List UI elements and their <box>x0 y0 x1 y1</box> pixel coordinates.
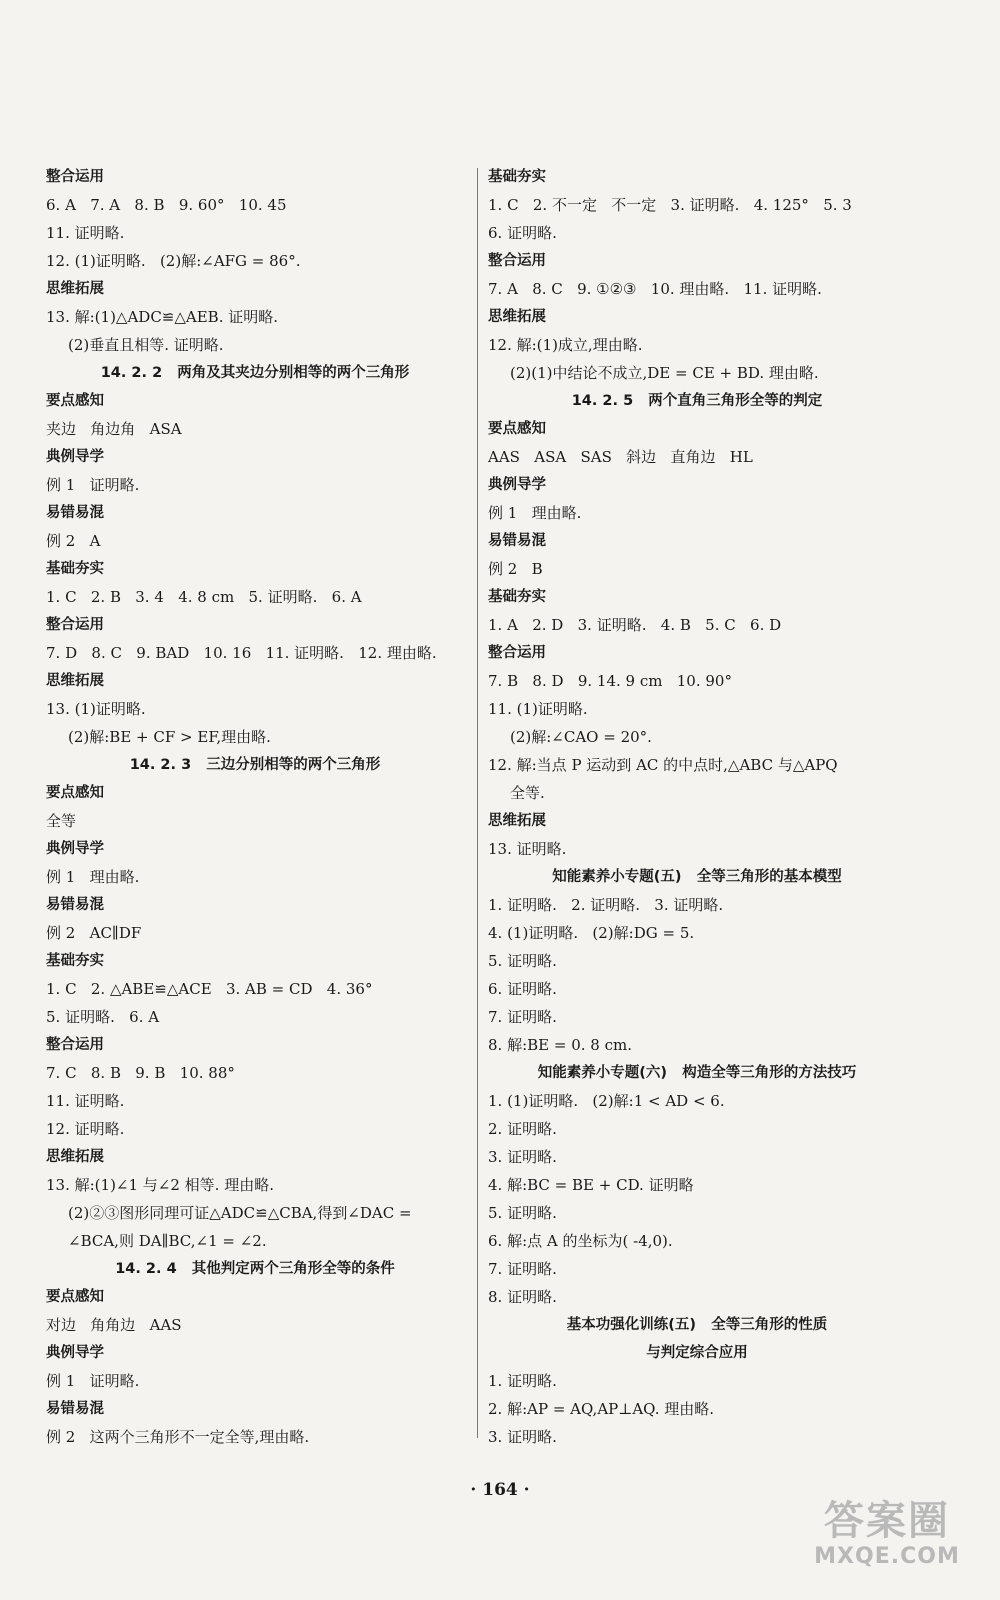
section-heading: 整合运用 <box>46 169 104 185</box>
section-heading: 基础夯实 <box>46 561 104 577</box>
section-heading: 易错易混 <box>46 897 104 913</box>
answer-line: (2)解:BE + CF > EF,理由略. <box>68 728 271 746</box>
answer-line: 3. 证明略. <box>488 1148 557 1166</box>
answer-line: 12. 解:(1)成立,理由略. <box>488 336 643 354</box>
answer-line: 8. 解:BE = 0. 8 cm. <box>488 1036 632 1054</box>
subsection-title: 基本功强化训练(五) 全等三角形的性质 <box>566 1317 828 1333</box>
answer-line: 4. (1)证明略. (2)解:DG = 5. <box>488 924 695 942</box>
answer-line: 6. 证明略. <box>488 224 557 242</box>
answer-line: 13. 证明略. <box>488 840 567 858</box>
answer-line: 例 2 AC∥DF <box>46 924 142 942</box>
section-heading: 要点感知 <box>46 393 104 409</box>
answer-line: 6. 证明略. <box>488 980 557 998</box>
section-heading: 思维拓展 <box>46 1149 104 1165</box>
section-heading: 思维拓展 <box>488 309 546 325</box>
section-heading: 要点感知 <box>46 1289 104 1305</box>
answer-line: 13. (1)证明略. <box>46 700 146 718</box>
section-heading: 整合运用 <box>46 1037 104 1053</box>
left-column <box>46 163 464 1451</box>
section-heading: 整合运用 <box>488 645 546 661</box>
answer-line: 5. 证明略. <box>488 952 557 970</box>
answer-line: 7. 证明略. <box>488 1008 557 1026</box>
answer-line: 6. A 7. A 8. B 9. 60° 10. 45 <box>46 196 287 214</box>
answer-line: 1. C 2. △ABE≌△ACE 3. AB = CD 4. 36° <box>46 980 373 998</box>
answer-line: 1. 证明略. <box>488 1372 557 1390</box>
section-heading: 典例导学 <box>46 841 104 857</box>
answer-line: 例 2 B <box>488 560 543 578</box>
subsection-title: 14. 2. 5 两个直角三角形全等的判定 <box>571 393 823 409</box>
answer-line: 全等. <box>510 784 545 802</box>
answer-line: 1. C 2. 不一定 不一定 3. 证明略. 4. 125° 5. 3 <box>488 196 852 214</box>
answer-line: 12. 解:当点 P 运动到 AC 的中点时,△ABC 与△APQ <box>488 756 838 774</box>
answer-line: 全等 <box>46 812 77 830</box>
section-heading: 思维拓展 <box>46 673 104 689</box>
answer-line: (2)垂直且相等. 证明略. <box>68 336 224 354</box>
answer-line: 7. D 8. C 9. BAD 10. 16 11. 证明略. 12. 理由略. <box>46 644 437 662</box>
answer-line: 1. (1)证明略. (2)解:1 < AD < 6. <box>488 1092 725 1110</box>
section-heading: 要点感知 <box>488 421 546 437</box>
answer-line: 对边 角角边 AAS <box>46 1316 182 1334</box>
subsection-title: 知能素养小专题(五) 全等三角形的基本模型 <box>552 869 842 885</box>
column-divider <box>477 168 478 1438</box>
answer-line: 1. 证明略. 2. 证明略. 3. 证明略. <box>488 896 724 914</box>
answer-line: 例 1 证明略. <box>46 476 140 494</box>
answer-line: (2)②③图形同理可证△ADC≌△CBA,得到∠DAC = <box>68 1204 412 1222</box>
subsection-title: 14. 2. 2 两角及其夹边分别相等的两个三角形 <box>100 365 410 381</box>
answer-line: AAS ASA SAS 斜边 直角边 HL <box>488 448 753 466</box>
answer-line: 2. 证明略. <box>488 1120 557 1138</box>
answer-line: 例 1 理由略. <box>488 504 582 522</box>
subsection-title: 与判定综合应用 <box>646 1345 748 1361</box>
answer-line: 6. 解:点 A 的坐标为( -4,0). <box>488 1232 673 1250</box>
answer-line: (2)(1)中结论不成立,DE = CE + BD. 理由略. <box>510 364 819 382</box>
section-heading: 基础夯实 <box>46 953 104 969</box>
section-heading: 易错易混 <box>46 505 104 521</box>
answer-line: 5. 证明略. <box>488 1204 557 1222</box>
answer-line: 夹边 角边角 ASA <box>46 420 182 438</box>
section-heading: 整合运用 <box>46 617 104 633</box>
answer-line: 3. 证明略. <box>488 1428 557 1446</box>
section-heading: 典例导学 <box>46 449 104 465</box>
right-column <box>488 163 906 1451</box>
section-heading: 基础夯实 <box>488 589 546 605</box>
answer-line: 1. A 2. D 3. 证明略. 4. B 5. C 6. D <box>488 616 782 634</box>
section-heading: 易错易混 <box>488 533 546 549</box>
answer-line: 11. 证明略. <box>46 224 125 242</box>
answer-line: 12. 证明略. <box>46 1120 125 1138</box>
answer-line: 7. A 8. C 9. ①②③ 10. 理由略. 11. 证明略. <box>488 280 822 298</box>
watermark-logo <box>802 1498 972 1578</box>
page-number: · 164 · <box>470 1480 530 1500</box>
answer-line: (2)解:∠CAO = 20°. <box>510 728 652 746</box>
section-heading: 易错易混 <box>46 1401 104 1417</box>
answer-line: 2. 解:AP = AQ,AP⊥AQ. 理由略. <box>488 1400 715 1418</box>
answer-line: 1. C 2. B 3. 4 4. 8 cm 5. 证明略. 6. A <box>46 588 362 606</box>
section-heading: 思维拓展 <box>46 281 104 297</box>
answer-line: 例 2 A <box>46 532 101 550</box>
answer-line: 4. 解:BC = BE + CD. 证明略 <box>488 1176 694 1194</box>
section-heading: 典例导学 <box>46 1345 104 1361</box>
answer-line: 例 2 这两个三角形不一定全等,理由略. <box>46 1428 310 1446</box>
watermark-cn: 答案圈 <box>824 1498 950 1544</box>
answer-line: 7. C 8. B 9. B 10. 88° <box>46 1064 235 1082</box>
watermark-en: MXQE.COM <box>814 1544 960 1569</box>
section-heading: 典例导学 <box>488 477 546 493</box>
answer-line: 例 1 证明略. <box>46 1372 140 1390</box>
subsection-title: 14. 2. 3 三边分别相等的两个三角形 <box>129 757 381 773</box>
answer-line: 11. 证明略. <box>46 1092 125 1110</box>
section-heading: 整合运用 <box>488 253 546 269</box>
answer-line: 5. 证明略. 6. A <box>46 1008 160 1026</box>
subsection-title: 14. 2. 4 其他判定两个三角形全等的条件 <box>115 1261 395 1277</box>
answer-line: 11. (1)证明略. <box>488 700 588 718</box>
section-heading: 思维拓展 <box>488 813 546 829</box>
subsection-title: 知能素养小专题(六) 构造全等三角形的方法技巧 <box>537 1065 857 1081</box>
answer-line: 8. 证明略. <box>488 1288 557 1306</box>
answer-line: 12. (1)证明略. (2)解:∠AFG = 86°. <box>46 252 301 270</box>
answer-line: 例 1 理由略. <box>46 868 140 886</box>
answer-line: 7. 证明略. <box>488 1260 557 1278</box>
answer-line: 7. B 8. D 9. 14. 9 cm 10. 90° <box>488 672 732 690</box>
section-heading: 基础夯实 <box>488 169 546 185</box>
answer-line: ∠BCA,则 DA∥BC,∠1 = ∠2. <box>68 1232 267 1250</box>
section-heading: 要点感知 <box>46 785 104 801</box>
answer-line: 13. 解:(1)∠1 与∠2 相等. 理由略. <box>46 1176 274 1194</box>
answer-line: 13. 解:(1)△ADC≌△AEB. 证明略. <box>46 308 279 326</box>
